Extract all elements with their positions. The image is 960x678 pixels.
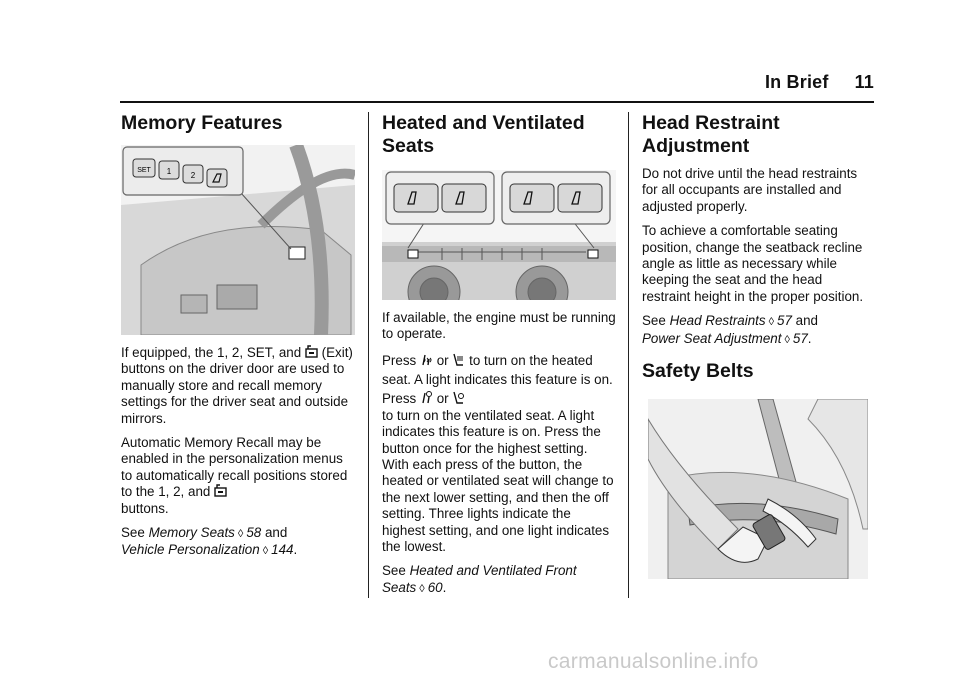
- page-ref-60[interactable]: 60: [427, 579, 443, 595]
- memory-p1b: (Exit) buttons on the driver door are used to manually store and recall memory settings for the driver seat and outside mirrors.: [121, 345, 353, 426]
- exit-icon: [305, 345, 318, 358]
- section-title: In Brief: [764, 72, 829, 92]
- heated-seatback-icon: [452, 353, 465, 366]
- heated-p2or: or: [436, 352, 449, 368]
- and-label-3: and: [795, 313, 818, 329]
- safety-belt-illustration: [648, 399, 868, 579]
- heated-p1: If available, the engine must be running to operate.: [382, 310, 616, 342]
- heated-seat-icon: [420, 353, 433, 366]
- ventilated-seatback-icon: [452, 391, 465, 404]
- ref-power-seat-adjustment[interactable]: Power Seat Adjustment: [642, 330, 782, 346]
- exit-icon-2: [214, 484, 227, 497]
- page-ref-144[interactable]: 144: [271, 542, 294, 558]
- column-heated-seats: [382, 108, 616, 605]
- memory-1-button-label: 1: [166, 167, 172, 176]
- ventilated-seat-icon: [420, 391, 433, 404]
- page-header: [765, 72, 874, 93]
- column-divider-2: [628, 112, 629, 598]
- ref-heated-ventilated-seats[interactable]: Heated and Ventilated Front Seats: [382, 563, 577, 595]
- ref-memory-seats[interactable]: Memory Seats: [148, 525, 235, 541]
- memory-buttons-illustration: [121, 145, 355, 335]
- memory-p1a: If equipped, the 1, 2, SET, and: [121, 345, 302, 360]
- head-p1: Do not drive until the head restraints for all occupants are installed and adjusted properly.: [642, 166, 858, 214]
- page-number: 11: [854, 72, 874, 92]
- page-ref-57[interactable]: 57: [777, 313, 792, 329]
- and-label: and: [264, 525, 288, 541]
- heated-p2c: to turn on the ventilated seat. A light indicates this feature is on. Press the button once for the highest setting. With each press of the button, the heated or ventilated seat will change to the next lower setting, and then the off setting. Three lights indicate the highest setting, and one light indicates the lowest.: [382, 407, 614, 555]
- heading-memory-features: Memory Features: [121, 112, 283, 134]
- page-ref-57b[interactable]: 57: [792, 330, 808, 346]
- memory-2-button-label: 2: [190, 171, 196, 180]
- see-label-2: See: [382, 563, 406, 579]
- column-head-restraint: [642, 108, 874, 579]
- ref-glyph: ◊: [784, 333, 790, 346]
- page-ref-58[interactable]: 58: [246, 525, 262, 541]
- ref-glyph: ◊: [419, 582, 425, 595]
- ref-head-restraints[interactable]: Head Restraints: [669, 313, 766, 329]
- heading-head-restraint: Head Restraint Adjustment: [642, 112, 780, 157]
- ref-glyph: ◊: [262, 545, 269, 558]
- heated-p2b: to turn on the heated seat. A light indicates this feature is on. Press: [382, 352, 613, 406]
- period: .: [807, 330, 812, 346]
- heated-seat-buttons-illustration: [382, 170, 616, 300]
- ref-glyph: ◊: [768, 316, 775, 329]
- column-divider: [368, 112, 369, 598]
- heated-p2a: Press: [382, 352, 417, 368]
- watermark: carmanualsonline.info: [548, 650, 759, 673]
- ref-vehicle-personalization[interactable]: Vehicle Personalization: [121, 542, 260, 558]
- set-button-label: SET: [137, 167, 151, 174]
- see-label: See: [121, 525, 145, 541]
- ref-glyph: ◊: [237, 528, 244, 541]
- memory-p2a: Automatic Memory Recall may be enabled in the personalization menus to automatically recall positions stored to the 1, 2, and: [121, 435, 348, 500]
- heated-p2or2: or: [436, 390, 449, 406]
- heading-safety-belts: Safety Belts: [642, 360, 754, 383]
- header-rule: [120, 101, 874, 103]
- period: .: [293, 542, 298, 558]
- column-memory-features: [121, 108, 355, 568]
- memory-p2b: buttons.: [121, 500, 169, 516]
- head-p2: To achieve a comfortable seating position, change the seatback recline angle as little as necessary while keeping the seat and the head restraint height in the proper position.: [642, 223, 864, 304]
- heading-heated-ventilated-seats: Heated and Ventilated Seats: [382, 112, 585, 157]
- see-label-3: See: [642, 313, 666, 329]
- period: .: [442, 579, 447, 595]
